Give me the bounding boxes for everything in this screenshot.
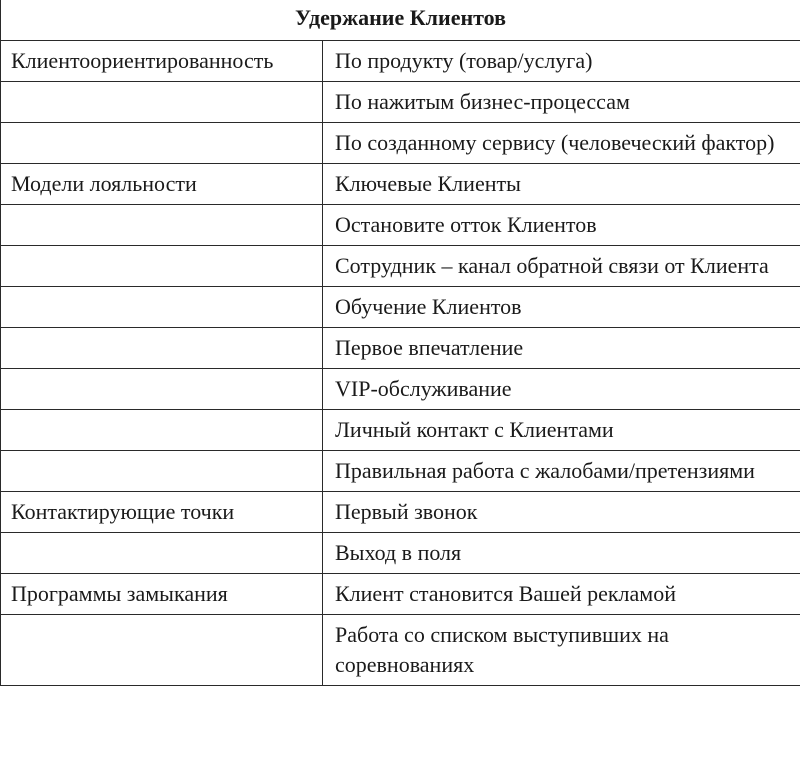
item-cell: Обучение Клиентов <box>323 287 800 328</box>
table-row <box>1 82 800 123</box>
category-cell: Клиентоориентированность <box>1 41 323 82</box>
item-cell: По созданному сервису (человеческий фактор) <box>323 123 800 164</box>
category-cell: Модели лояльности <box>1 164 323 205</box>
table-title: Удержание Клиентов <box>1 0 800 41</box>
table-row <box>1 41 800 82</box>
table-row <box>1 246 800 287</box>
table-row <box>1 492 800 533</box>
table-row <box>1 328 800 369</box>
item-cell: Клиент становится Вашей рекламой <box>323 574 800 615</box>
table-row <box>1 615 800 686</box>
category-cell <box>1 533 323 574</box>
category-cell <box>1 615 323 686</box>
category-cell <box>1 287 323 328</box>
item-cell: Остановите отток Клиентов <box>323 205 800 246</box>
category-cell <box>1 82 323 123</box>
item-cell: Личный контакт с Клиентами <box>323 410 800 451</box>
table-header-row <box>1 0 800 41</box>
category-cell <box>1 123 323 164</box>
table-row <box>1 574 800 615</box>
table-row <box>1 533 800 574</box>
category-cell: Программы замыкания <box>1 574 323 615</box>
category-cell <box>1 369 323 410</box>
item-cell: Выход в поля <box>323 533 800 574</box>
item-cell: Первый звонок <box>323 492 800 533</box>
category-cell <box>1 328 323 369</box>
category-cell <box>1 205 323 246</box>
item-cell: Работа со списком выступивших на соревнованиях <box>323 615 800 686</box>
item-cell: Сотрудник – канал обратной связи от Клиента <box>323 246 800 287</box>
item-cell: Первое впечатление <box>323 328 800 369</box>
table-row <box>1 369 800 410</box>
item-cell: Ключевые Клиенты <box>323 164 800 205</box>
table-row <box>1 164 800 205</box>
category-cell: Контактирующие точки <box>1 492 323 533</box>
item-cell: По продукту (товар/услуга) <box>323 41 800 82</box>
table-row <box>1 205 800 246</box>
category-cell <box>1 451 323 492</box>
table-row <box>1 410 800 451</box>
table-row <box>1 451 800 492</box>
table-row <box>1 123 800 164</box>
item-cell: По нажитым бизнес-процессам <box>323 82 800 123</box>
category-cell <box>1 410 323 451</box>
item-cell: Правильная работа с жалобами/претензиями <box>323 451 800 492</box>
category-cell <box>1 246 323 287</box>
table-row <box>1 287 800 328</box>
item-cell: VIP-обслуживание <box>323 369 800 410</box>
